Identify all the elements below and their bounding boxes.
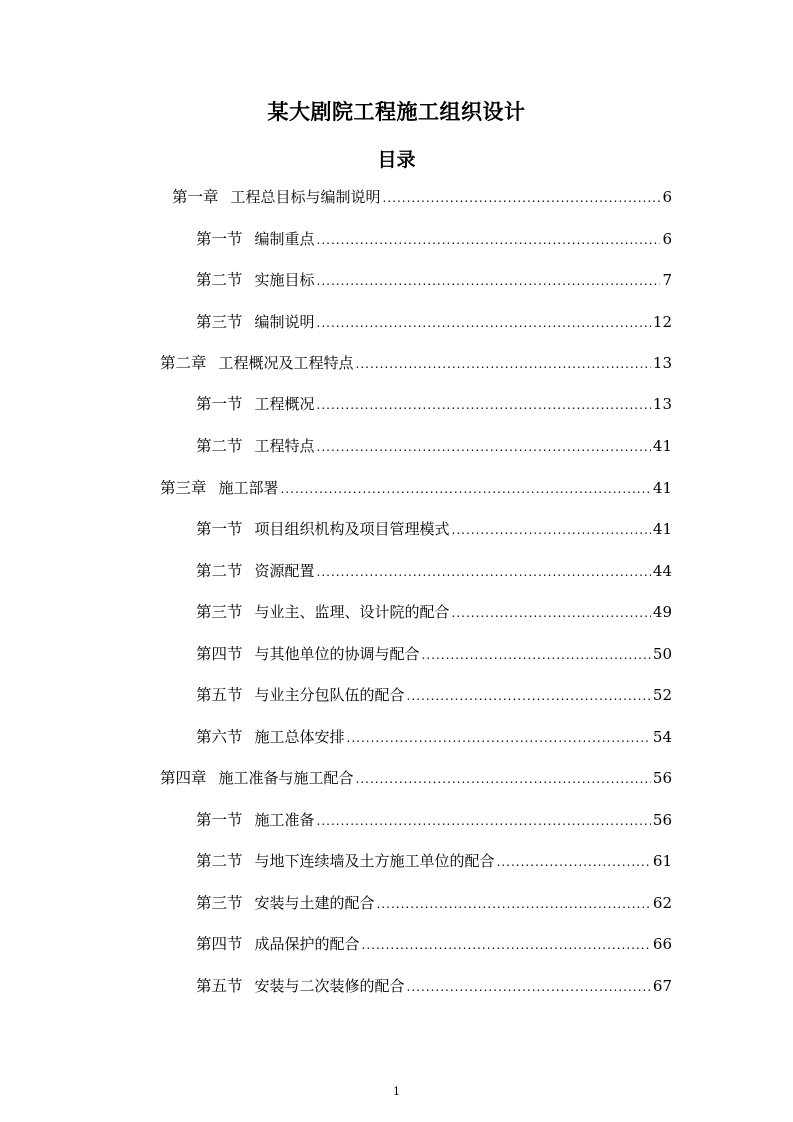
- toc-entry[interactable]: [196, 228, 672, 250]
- toc-entry-number: 第五节: [196, 686, 243, 704]
- toc-entry-title: 与其他单位的协调与配合: [254, 645, 420, 663]
- toc-entry-number: 第一节: [196, 520, 243, 538]
- toc-entry-number: 第二节: [196, 271, 243, 289]
- toc-leader-dots: [452, 519, 651, 541]
- toc-leader-dots: [317, 436, 651, 458]
- toc-entry[interactable]: [196, 643, 672, 665]
- toc-leader-dots: [362, 934, 651, 956]
- toc-entry[interactable]: [196, 809, 672, 831]
- toc-leader-dots: [377, 893, 651, 915]
- toc-entry-number: 第一节: [196, 811, 243, 829]
- toc-entry-title: 资源配置: [254, 562, 315, 580]
- toc-entry-title: 安装与二次装修的配合: [254, 977, 405, 995]
- toc-entry[interactable]: [196, 560, 672, 582]
- toc-entry-number: 第四节: [196, 935, 243, 953]
- toc-entry-page: 13: [652, 395, 672, 413]
- toc-leader-dots: [407, 976, 651, 998]
- toc-entry-number: 第二节: [196, 437, 243, 455]
- toc-leader-dots: [383, 187, 661, 209]
- toc-leader-dots: [317, 394, 651, 416]
- toc-entry-number: 第五节: [196, 977, 243, 995]
- toc-entry-page: 12: [652, 313, 672, 331]
- toc-entry-number: 第四节: [196, 645, 243, 663]
- toc-leader-dots: [317, 810, 651, 832]
- toc-leader-dots: [407, 685, 651, 707]
- toc-entry[interactable]: [196, 933, 672, 955]
- toc-entry-number: 第一章: [172, 188, 219, 206]
- toc-entry-page: 7: [662, 271, 672, 289]
- toc-entry-title: 施工总体安排: [254, 728, 345, 746]
- toc-leader-dots: [356, 353, 651, 375]
- toc-leader-dots: [317, 229, 661, 251]
- toc-entry-page: 6: [662, 230, 672, 248]
- toc-entry-page: 52: [652, 686, 672, 704]
- toc-entry[interactable]: [196, 269, 672, 291]
- toc-entry-title: 施工准备与施工配合: [218, 769, 354, 787]
- toc-entry-title: 施工准备: [254, 811, 315, 829]
- toc-entry-title: 安装与土建的配合: [254, 894, 375, 912]
- toc-entry-number: 第一节: [196, 230, 243, 248]
- toc-entry-title: 施工部署: [218, 479, 279, 497]
- toc-entry[interactable]: [196, 393, 672, 415]
- toc-entry-title: 工程总目标与编制说明: [230, 188, 381, 206]
- toc-entry-title: 项目组织机构及项目管理模式: [254, 520, 450, 538]
- toc-leader-dots: [422, 644, 651, 666]
- toc-entry-page: 61: [652, 852, 672, 870]
- toc-leader-dots: [317, 270, 661, 292]
- toc-entry-number: 第二节: [196, 852, 243, 870]
- toc-entry-page: 13: [652, 354, 672, 372]
- toc-entry-number: 第六节: [196, 728, 243, 746]
- toc-entry-page: 41: [652, 479, 672, 497]
- toc-entry[interactable]: [196, 684, 672, 706]
- toc-entry-title: 工程特点: [254, 437, 315, 455]
- toc-entry[interactable]: [196, 311, 672, 333]
- toc-entry-number: 第三节: [196, 603, 243, 621]
- toc-entry-title: 编制重点: [254, 230, 315, 248]
- toc-leader-dots: [452, 602, 651, 624]
- toc-leader-dots: [281, 478, 651, 500]
- toc-leader-dots: [347, 727, 651, 749]
- toc-entry-title: 与地下连续墙及土方施工单位的配合: [254, 852, 495, 870]
- toc-entry-page: 50: [652, 645, 672, 663]
- toc-entry-page: 67: [652, 977, 672, 995]
- toc-entry-page: 62: [652, 894, 672, 912]
- toc-entry-page: 56: [652, 769, 672, 787]
- toc-entry-page: 66: [652, 935, 672, 953]
- toc-entry-title: 编制说明: [254, 313, 315, 331]
- page-number: 1: [393, 1085, 400, 1098]
- toc-entry[interactable]: [172, 186, 672, 208]
- toc-leader-dots: [317, 561, 651, 583]
- toc-entry-page: 49: [652, 603, 672, 621]
- toc-entry-page: 54: [652, 728, 672, 746]
- toc-heading: 目录: [377, 149, 416, 171]
- toc-entry-number: 第四章: [160, 769, 207, 787]
- toc-entry-page: 6: [662, 188, 672, 206]
- toc-entry[interactable]: [196, 601, 672, 623]
- toc-entry-title: 与业主、监理、设计院的配合: [254, 603, 450, 621]
- toc-entry-title: 工程概况及工程特点: [218, 354, 354, 372]
- toc-entry[interactable]: [196, 850, 672, 872]
- toc-entry-page: 56: [652, 811, 672, 829]
- toc-entry-title: 成品保护的配合: [254, 935, 360, 953]
- toc-entry-page: 44: [652, 562, 672, 580]
- toc-entry[interactable]: [160, 352, 672, 374]
- toc-entry-number: 第二章: [160, 354, 207, 372]
- toc-entry-number: 第三节: [196, 313, 243, 331]
- toc-leader-dots: [356, 768, 651, 790]
- toc-entry-number: 第一节: [196, 395, 243, 413]
- toc-entry-number: 第二节: [196, 562, 243, 580]
- toc-entry[interactable]: [196, 726, 672, 748]
- toc-entry[interactable]: [196, 892, 672, 914]
- toc-entry[interactable]: [196, 435, 672, 457]
- toc-entry-number: 第三章: [160, 479, 207, 497]
- toc-entry[interactable]: [196, 518, 672, 540]
- toc-entry-number: 第三节: [196, 894, 243, 912]
- toc-entry-title: 工程概况: [254, 395, 315, 413]
- toc-entry-page: 41: [652, 520, 672, 538]
- toc-leader-dots: [497, 851, 651, 873]
- toc-entry-page: 41: [652, 437, 672, 455]
- toc-entry-title: 实施目标: [254, 271, 315, 289]
- toc-leader-dots: [317, 312, 651, 334]
- toc-entry[interactable]: [160, 477, 672, 499]
- toc-entry[interactable]: [160, 767, 672, 789]
- document-title: 某大剧院工程施工组织设计: [267, 100, 526, 124]
- toc-entry[interactable]: [196, 975, 672, 997]
- toc-entry-title: 与业主分包队伍的配合: [254, 686, 405, 704]
